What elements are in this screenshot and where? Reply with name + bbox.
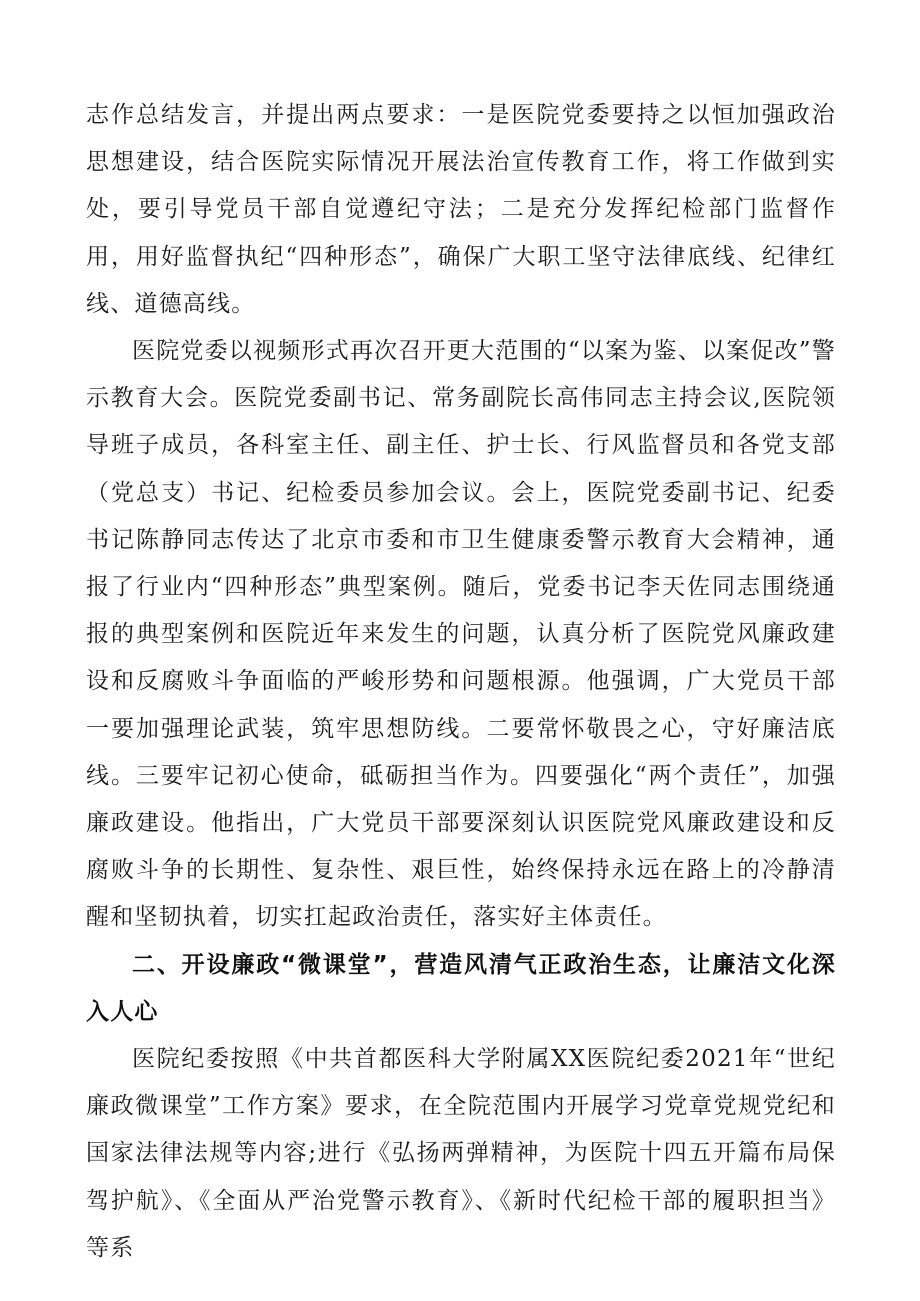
paragraph-continued-speech: 志作总结发言，并提出两点要求：一是医院党委要持之以恒加强政治思想建设，结合医院实际情况开展法治宣传教育工作，将工作做到实处，要引导党员干部自觉遵纪守法；二是充分发挥纪检部门监督作用，用好监督执纪“四种形态”，确保广大职工坚守法律底线、纪律红线、道德高线。 <box>86 102 836 317</box>
paragraph-discipline-committee-plan: 医院纪委按照《中共首都医科大学附属XX医院纪委2021年“世纪廉政微课堂”工作方案》要求，在全院范围内开展学习党章党规党纪和国家法律法规等内容;进行《弘扬两弹精神，为医院十四五开篇布局保驾护航》、《全面从严治党警示教育》、《新时代纪检干部的履职担当》等系 <box>86 1046 836 1261</box>
section-heading-micro-classroom: 二、开设廉政“微课堂”，营造风清气正政治生态，让廉洁文化深入人心 <box>86 951 836 1025</box>
paragraph-warning-education-meeting: 医院党委以视频形式再次召开更大范围的“以案为鉴、以案促改”警示教育大会。医院党委副书记、常务副院长高伟同志主持会议,医院领导班子成员，各科室主任、副主任、护士长、行风监督员和各党支部（党总支）书记、纪检委员参加会议。会上，医院党委副书记、纪委书记陈静同志传达了北京市委和市卫生健康委警示教育大会精神，通报了行业内“四种形态”典型案例。随后，党委书记李天佐同志围绕通报的典型案例和医院近年来发生的问题，认真分析了医院党风廉政建设和反腐败斗争面临的严峻形势和问题根源。他强调，广大党员干部一要加强理论武装，筑牢思想防线。二要常怀敬畏之心，守好廉洁底线。三要牢记初心使命，砥砺担当作为。四要强化“两个责任”，加强廉政建设。他指出，广大党员干部要深刻认识医院党风廉政建设和反腐败斗争的长期性、复杂性、艰巨性，始终保持永远在路上的冷静清醒和坚韧执着，切实扛起政治责任，落实好主体责任。 <box>86 338 836 931</box>
document-body <box>86 92 836 1272</box>
